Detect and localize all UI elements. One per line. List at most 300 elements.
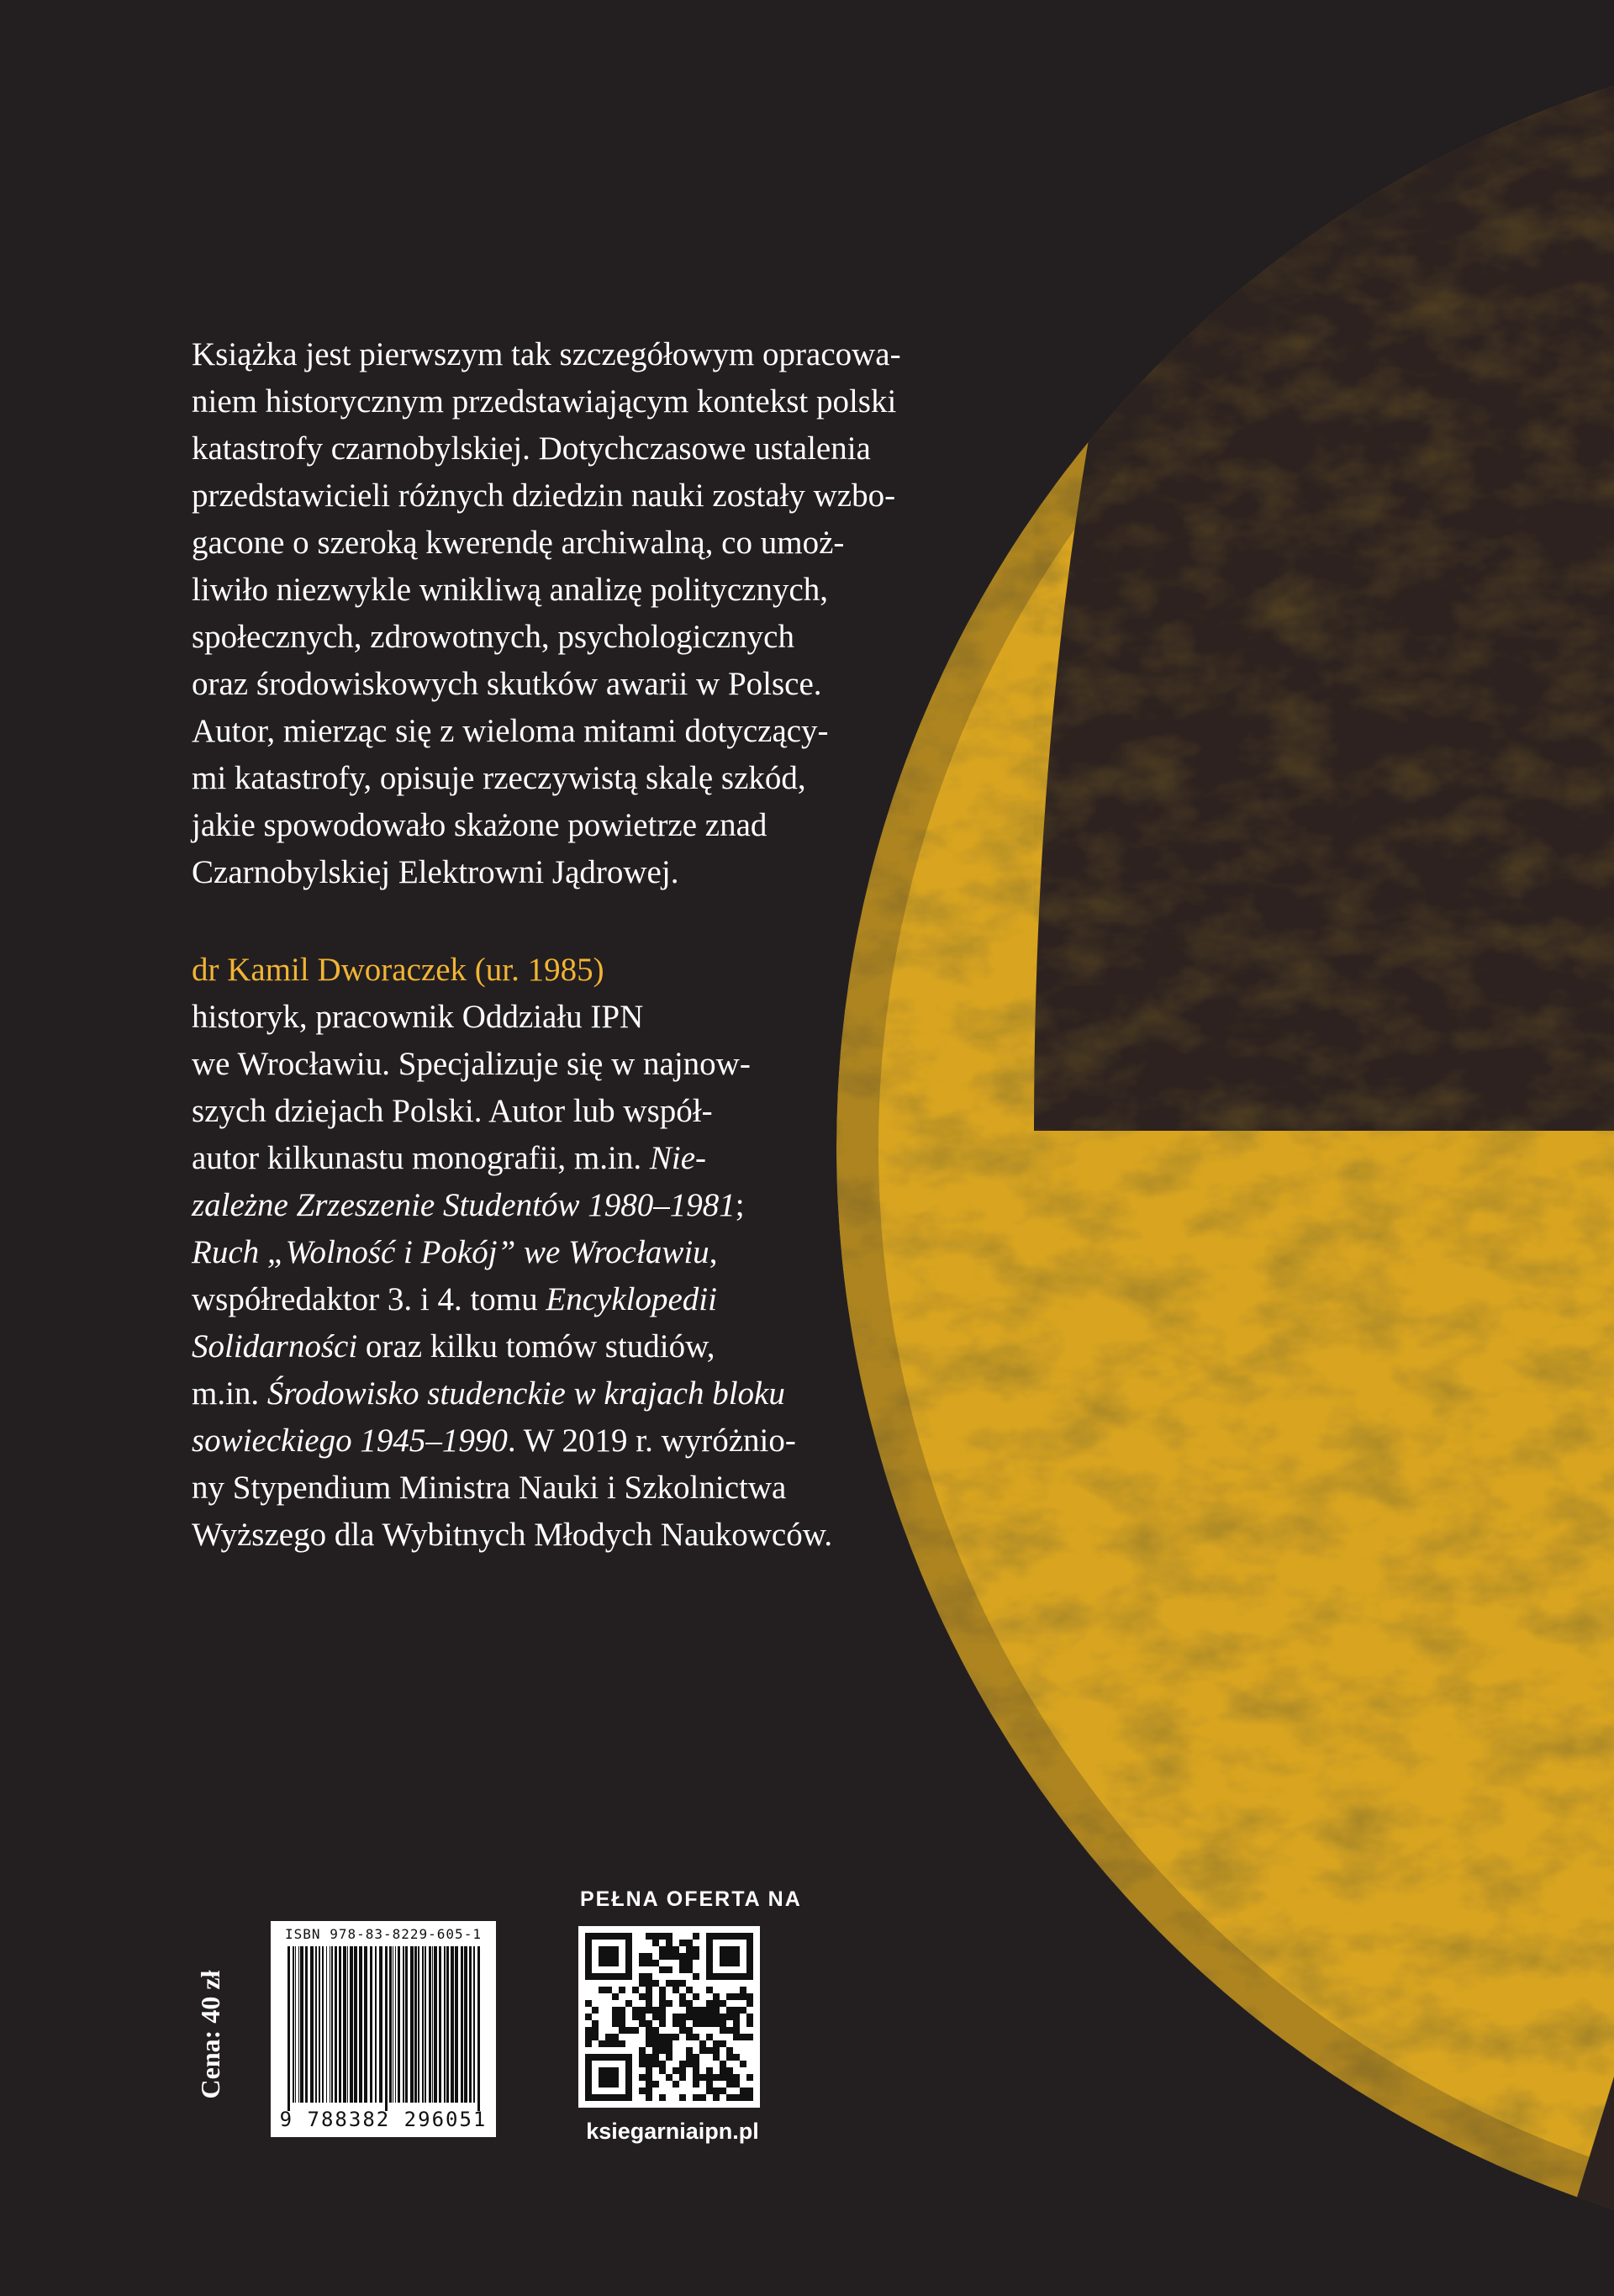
qr-module <box>625 2054 632 2061</box>
qr-module <box>639 2020 646 2027</box>
qr-module <box>693 2067 699 2074</box>
qr-module <box>733 2034 740 2040</box>
barcode-bar <box>398 1946 400 2103</box>
qr-module <box>646 1993 652 2000</box>
qr-module <box>659 2061 666 2067</box>
qr-module <box>679 1980 686 1987</box>
qr-module <box>726 1973 733 1980</box>
bio-line <box>192 1417 948 1465</box>
bio-text: , <box>709 1234 718 1270</box>
barcode-bar <box>405 1946 408 2103</box>
qr-module <box>720 2074 726 2081</box>
qr-module <box>746 2034 753 2040</box>
qr-module <box>625 1933 632 1940</box>
qr-module <box>693 2074 699 2081</box>
qr-module <box>652 2081 659 2088</box>
bio-text: . W 2019 r. wyróżnio- <box>507 1422 796 1459</box>
qr-module <box>612 2067 619 2074</box>
qr-module <box>659 2034 666 2040</box>
qr-module <box>619 1973 625 1980</box>
barcode-bar <box>335 1946 337 2103</box>
barcode-bar <box>315 1946 317 2103</box>
qr-module <box>625 1953 632 1960</box>
qr-module <box>652 2007 659 2014</box>
barcode-bar <box>375 1946 377 2103</box>
qr-module <box>726 1993 733 2000</box>
qr-module <box>686 2007 693 2014</box>
qr-module <box>619 2007 625 2014</box>
qr-module <box>679 2020 686 2027</box>
qr-module <box>652 1960 659 1966</box>
bio-line <box>192 1276 948 1323</box>
bio-title-italic: sowieckiego 1945–1990 <box>192 1422 508 1459</box>
qr-module <box>746 1966 753 1973</box>
qr-module <box>713 2000 720 2007</box>
qr-module <box>686 1960 693 1966</box>
qr-module <box>672 2034 679 2040</box>
bio-text: oraz kilku tomów studiów, <box>357 1328 715 1364</box>
barcode-bar <box>347 1946 348 2103</box>
qr-module <box>706 2000 713 2007</box>
qr-module <box>646 2081 652 2088</box>
qr-module <box>672 2014 679 2020</box>
qr-module <box>706 2067 713 2074</box>
barcode-bar <box>310 1946 314 2103</box>
qr-module <box>605 2094 612 2101</box>
qr-module <box>679 2067 686 2074</box>
qr-module <box>713 2054 720 2061</box>
ean-digits: 9 788382 296051 <box>279 2108 488 2131</box>
bio-line: szych dziejach Polski. Autor lub współ- <box>192 1093 713 1129</box>
qr-module <box>693 2094 699 2101</box>
qr-module <box>612 2014 619 2020</box>
bio-line: historyk, pracownik Oddziału IPN <box>192 999 644 1035</box>
qr-module <box>585 1933 592 1940</box>
bio-line: we Wrocławiu. Specjalizuje się w najnow- <box>192 1046 751 1082</box>
bio-title-italic: Encyklopedii <box>546 1281 717 1317</box>
book-description <box>192 331 965 896</box>
bio-line <box>192 1135 948 1182</box>
qr-module <box>706 1966 713 1973</box>
qr-module <box>693 2061 699 2067</box>
qr-module <box>672 1980 679 1987</box>
qr-module <box>706 1933 713 1940</box>
qr-module <box>646 2054 652 2061</box>
qr-module <box>639 2047 646 2054</box>
qr-module <box>733 1933 740 1940</box>
qr-module <box>706 1953 713 1960</box>
offer-label: PEŁNA OFERTA NA <box>580 1887 802 1911</box>
qr-module <box>646 2000 652 2007</box>
qr-module <box>612 2054 619 2061</box>
qr-module <box>679 1940 686 1946</box>
barcode-bar <box>434 1946 437 2103</box>
qr-module <box>733 1973 740 1980</box>
qr-module <box>659 2067 666 2074</box>
qr-module <box>706 2020 713 2027</box>
qr-module <box>693 1973 699 1980</box>
qr-module <box>612 1933 619 1940</box>
qr-module <box>646 2040 652 2047</box>
qr-module <box>746 1993 753 2000</box>
qr-module <box>720 2061 726 2067</box>
qr-module <box>733 2020 740 2027</box>
qr-module <box>625 1960 632 1966</box>
qr-module <box>599 1933 605 1940</box>
qr-module <box>706 1940 713 1946</box>
qr-module <box>619 1987 625 1993</box>
barcode-bar <box>287 1946 290 2111</box>
qr-module <box>646 2034 652 2040</box>
qr-module <box>720 2027 726 2034</box>
bio-line <box>192 1323 948 1370</box>
qr-module <box>720 2014 726 2020</box>
qr-module <box>686 1953 693 1960</box>
barcode-bar <box>295 1946 296 2103</box>
qr-module <box>585 1953 592 1960</box>
qr-module <box>646 2020 652 2027</box>
bio-line: Wyższego dla Wybitnych Młodych Naukowców. <box>192 1517 833 1553</box>
bio-title-italic: Środowisko studenckie w krajach bloku <box>266 1375 785 1412</box>
qr-module <box>639 1980 646 1987</box>
barcode-bar <box>385 1946 388 2111</box>
qr-module <box>592 1973 599 1980</box>
qr-module <box>605 2074 612 2081</box>
qr-module <box>706 2007 713 2014</box>
qr-module <box>639 2074 646 2081</box>
qr-module <box>605 2040 612 2047</box>
qr-module <box>639 2007 646 2014</box>
qr-module <box>625 2088 632 2094</box>
qr-module <box>733 1960 740 1966</box>
qr-module <box>585 2054 592 2061</box>
qr-module <box>733 1946 740 1953</box>
qr-module <box>659 2000 666 2007</box>
qr-module <box>706 2074 713 2081</box>
barcode-bar <box>305 1946 308 2103</box>
bio-line <box>192 1229 948 1276</box>
qr-module <box>740 2007 746 2014</box>
qr-module <box>605 1987 612 1993</box>
qr-module <box>625 2074 632 2081</box>
description-line: oraz środowiskowych skutków awarii w Polsce. <box>192 666 822 702</box>
description-line: przedstawicieli różnych dziedzin nauki zostały wzbo- <box>192 478 896 514</box>
qr-module <box>666 1940 672 1946</box>
qr-module <box>619 2094 625 2101</box>
qr-module <box>612 2081 619 2088</box>
barcode-bar <box>343 1946 346 2103</box>
qr-module <box>619 2020 625 2027</box>
qr-module <box>706 2034 713 2040</box>
qr-module <box>746 1953 753 1960</box>
qr-module <box>666 1966 672 1973</box>
qr-module <box>639 1960 646 1966</box>
qr-module <box>686 1987 693 1993</box>
qr-module <box>599 2067 605 2074</box>
qr-module <box>605 1973 612 1980</box>
qr-module <box>646 2007 652 2014</box>
qr-module <box>726 2094 733 2101</box>
qr-module <box>713 2040 720 2047</box>
qr-module <box>666 2034 672 2040</box>
qr-module <box>605 1953 612 1960</box>
qr-module <box>672 1946 679 1953</box>
qr-module <box>639 2014 646 2020</box>
qr-module <box>612 2007 619 2014</box>
qr-module <box>652 1940 659 1946</box>
qr-module <box>726 1946 733 1953</box>
qr-module <box>585 2074 592 2081</box>
qr-module <box>686 1966 693 1973</box>
qr-module <box>619 2027 625 2034</box>
qr-module <box>726 1960 733 1966</box>
qr-module <box>585 2040 592 2047</box>
qr-module <box>733 1953 740 1960</box>
qr-module <box>652 2054 659 2061</box>
qr-module <box>733 2094 740 2101</box>
qr-module <box>619 1933 625 1940</box>
qr-module <box>652 1933 659 1940</box>
qr-module <box>585 2027 592 2034</box>
qr-module <box>706 1946 713 1953</box>
qr-module <box>720 2088 726 2094</box>
qr-module <box>585 2000 592 2007</box>
qr-module <box>646 1953 652 1960</box>
qr-module <box>585 2067 592 2074</box>
qr-module <box>706 2047 713 2054</box>
qr-module <box>625 1966 632 1973</box>
barcode-bar <box>370 1946 372 2103</box>
qr-module <box>605 1933 612 1940</box>
bio-line <box>192 1182 948 1229</box>
description-line: gacone o szeroką kwerendę archiwalną, co umoż- <box>192 525 845 561</box>
qr-module <box>585 2094 592 2101</box>
qr-module <box>726 2054 733 2061</box>
barcode-bar <box>432 1946 433 2103</box>
qr-module <box>693 2034 699 2040</box>
qr-module <box>585 1966 592 1973</box>
price-label: Cena: 40 zł <box>195 1970 225 2099</box>
qr-module <box>639 2061 646 2067</box>
qr-module <box>652 1980 659 1987</box>
qr-module <box>720 2067 726 2074</box>
qr-module <box>632 2027 639 2034</box>
qr-module <box>672 1987 679 1993</box>
qr-module <box>605 2081 612 2088</box>
qr-module <box>625 2094 632 2101</box>
qr-module <box>585 2014 592 2020</box>
qr-module <box>592 2007 599 2014</box>
qr-module <box>605 1946 612 1953</box>
qr-module <box>646 1973 652 1980</box>
qr-module <box>746 1973 753 1980</box>
qr-module <box>699 2047 706 2054</box>
author-name: dr Kamil Dworaczek (ur. 1985) <box>192 952 604 988</box>
barcode-bar <box>339 1946 341 2103</box>
barcode-bar <box>464 1946 467 2103</box>
qr-module <box>686 1946 693 1953</box>
qr-module <box>740 2061 746 2067</box>
qr-module <box>720 1953 726 1960</box>
qr-module <box>592 1933 599 1940</box>
qr-module <box>699 2007 706 2014</box>
qr-module <box>659 2020 666 2027</box>
qr-module <box>592 2054 599 2061</box>
qr-module <box>646 2088 652 2094</box>
qr-module <box>625 1940 632 1946</box>
qr-module <box>639 1953 646 1960</box>
qr-module <box>746 1940 753 1946</box>
qr-module <box>746 1933 753 1940</box>
qr-module <box>746 2088 753 2094</box>
qr-module <box>659 2047 666 2054</box>
qr-module <box>720 1933 726 1940</box>
qr-module <box>713 2094 720 2101</box>
barcode-bar <box>298 1946 299 2103</box>
qr-module <box>713 1933 720 1940</box>
qr-module <box>666 2040 672 2047</box>
barcode-icon <box>271 1921 496 2137</box>
qr-module <box>699 2094 706 2101</box>
qr-module <box>599 1987 605 1993</box>
qr-module <box>672 2067 679 2074</box>
qr-module <box>659 1966 666 1973</box>
qr-module <box>699 2020 706 2027</box>
barcode-bar <box>389 1946 392 2103</box>
qr-module <box>585 2061 592 2067</box>
barcode-bar <box>461 1946 463 2103</box>
qr-module <box>746 2074 753 2081</box>
qr-module <box>726 2067 733 2074</box>
qr-module <box>713 2088 720 2094</box>
qr-module <box>592 2034 599 2040</box>
qr-module <box>585 1973 592 1980</box>
bio-line <box>192 1370 948 1417</box>
qr-module <box>706 2081 713 2088</box>
qr-module <box>672 1953 679 1960</box>
barcode-bar <box>326 1946 327 2103</box>
qr-module <box>585 1940 592 1946</box>
qr-module <box>652 2061 659 2067</box>
qr-code-icon <box>578 1926 760 2108</box>
qr-module <box>746 1960 753 1966</box>
qr-module <box>672 2081 679 2088</box>
qr-module <box>686 2027 693 2034</box>
barcode-bar <box>319 1946 320 2103</box>
qr-module <box>733 2014 740 2020</box>
qr-module <box>693 2007 699 2014</box>
qr-module <box>713 2014 720 2020</box>
qr-module <box>612 2020 619 2027</box>
qr-module <box>666 1980 672 1987</box>
qr-module <box>693 2020 699 2027</box>
qr-module <box>706 2014 713 2020</box>
qr-module <box>599 2074 605 2081</box>
qr-module <box>686 2047 693 2054</box>
barcode-bar <box>322 1946 324 2103</box>
qr-module <box>639 1973 646 1980</box>
barcode-bar <box>425 1946 426 2103</box>
qr-module <box>720 1960 726 1966</box>
qr-module <box>659 2007 666 2014</box>
qr-module <box>706 1960 713 1966</box>
qr-module <box>585 2088 592 2094</box>
description-line: społecznych, zdrowotnych, psychologicznych <box>192 619 794 655</box>
qr-module <box>686 2034 693 2040</box>
barcode-bar <box>403 1946 404 2103</box>
barcode-bar <box>455 1946 458 2103</box>
qr-module <box>652 2047 659 2054</box>
barcode-bar <box>451 1946 454 2103</box>
qr-module <box>639 1993 646 2000</box>
qr-module <box>726 2007 733 2014</box>
qr-module <box>713 2074 720 2081</box>
description-line: niem historycznym przedstawiającym kontekst polski <box>192 383 897 420</box>
qr-module <box>686 2061 693 2067</box>
qr-module <box>740 1987 746 1993</box>
isbn-number: ISBN 978-83-8229-605-1 <box>285 1926 482 1942</box>
qr-module <box>646 1980 652 1987</box>
qr-module <box>686 2014 693 2020</box>
qr-module <box>733 2007 740 2014</box>
qr-module <box>599 1960 605 1966</box>
qr-module <box>679 2000 686 2007</box>
qr-module <box>592 2020 599 2027</box>
qr-module <box>625 2081 632 2088</box>
qr-module <box>599 1973 605 1980</box>
qr-module <box>666 2047 672 2054</box>
qr-module <box>726 2014 733 2020</box>
qr-module <box>666 2000 672 2007</box>
qr-module <box>733 2081 740 2088</box>
qr-module <box>740 2094 746 2101</box>
description-line: jakie spowodowało skażone powietrze znad <box>192 807 767 843</box>
qr-module <box>679 2061 686 2067</box>
barcode-bar <box>300 1946 303 2103</box>
barcode-bar <box>350 1946 353 2103</box>
qr-code[interactable] <box>578 1926 760 2108</box>
qr-module <box>646 2094 652 2101</box>
qr-module <box>612 2040 619 2047</box>
qr-module <box>679 1953 686 1960</box>
qr-module <box>612 2094 619 2101</box>
qr-module <box>619 2054 625 2061</box>
description-line: Czarnobylskiej Elektrowni Jądrowej. <box>192 854 679 890</box>
barcode-bar <box>379 1946 382 2103</box>
barcode-bar <box>395 1946 396 2103</box>
store-link[interactable]: ksiegarniaipn.pl <box>586 2119 759 2144</box>
qr-module <box>733 2074 740 2081</box>
qr-module <box>706 2088 713 2094</box>
qr-module <box>612 1946 619 1953</box>
qr-module <box>679 2014 686 2020</box>
qr-module <box>706 1987 713 1993</box>
qr-module <box>585 2081 592 2088</box>
qr-module <box>652 2034 659 2040</box>
qr-module <box>659 1933 666 1940</box>
qr-module <box>693 2054 699 2061</box>
qr-module <box>625 2067 632 2074</box>
qr-module <box>659 1953 666 1960</box>
qr-module <box>585 1960 592 1966</box>
qr-module <box>599 2081 605 2088</box>
qr-module <box>746 1946 753 1953</box>
qr-module <box>619 2014 625 2020</box>
qr-module <box>726 2081 733 2088</box>
qr-module <box>639 2054 646 2061</box>
qr-module <box>666 1953 672 1960</box>
barcode-bar <box>469 1946 472 2103</box>
